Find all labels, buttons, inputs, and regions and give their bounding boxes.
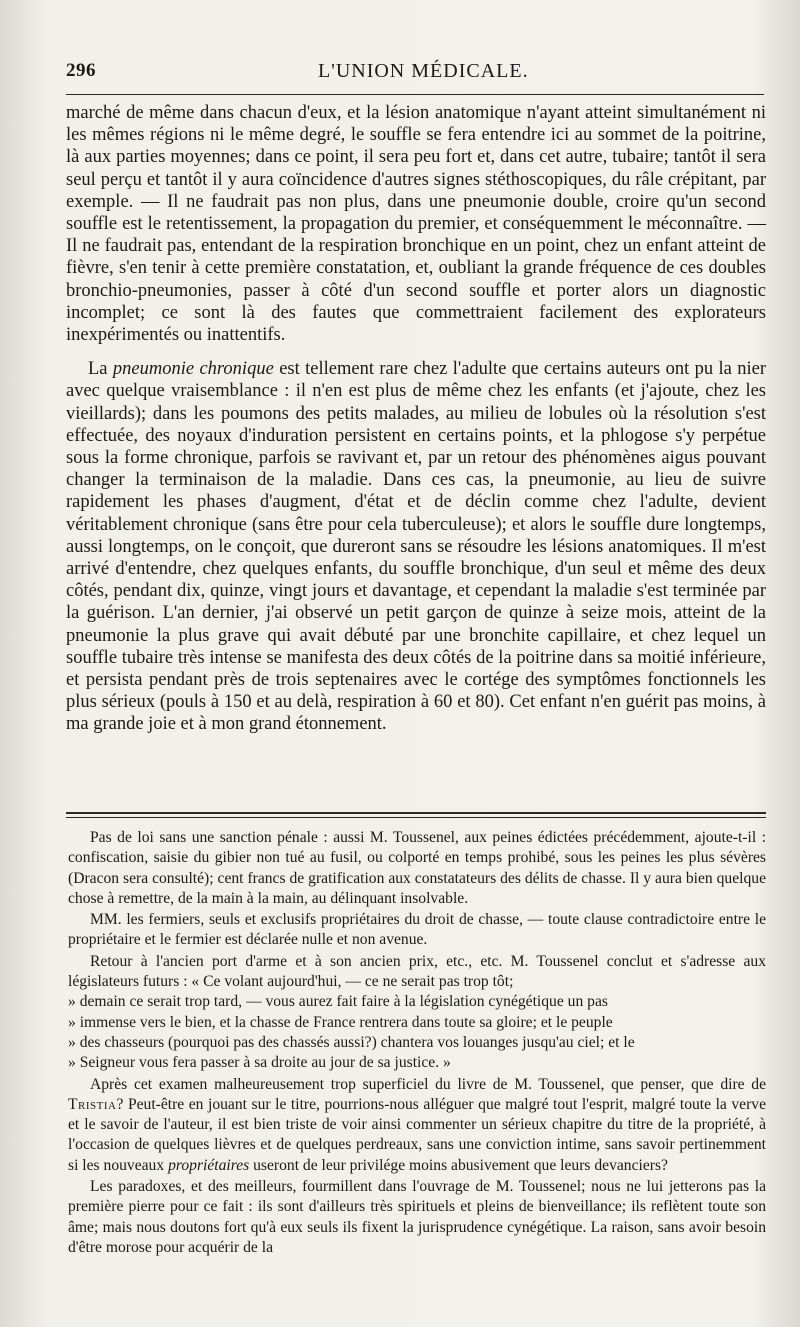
feuilleton-separator-thin (66, 817, 766, 818)
feuilleton-text (68, 828, 766, 1259)
quote-line: » immense vers le bien, et la chasse de France rentrera dans toute sa gloire; et le peuple (68, 1013, 613, 1031)
feuilleton-separator (66, 812, 766, 814)
feuilleton-paragraph: Pas de loi sans une sanction pénale : aussi M. Toussenel, aux peines édictées précédemment, ajoute-t-il : confiscation, saisie du gibier non tué au fusil, ou colporté en temps prohibé, sous les peines les plus sévères (Dracon sera consulté); cent francs de gratification aux constatateurs des délits de chasse. Il y aura bien quelque chose à remettre, de la main à la main, au délinquant insolvable. (68, 829, 766, 907)
page-header (66, 60, 766, 88)
feuilleton-paragraph: MM. les fermiers, seuls et exclusifs propriétaires du droit de chasse, — toute clause contradictoire entre le propriétaire et le fermier est déclarée nulle et non avenue. (68, 911, 766, 949)
quote-line: » Seigneur vous fera passer à sa droite au jour de sa justice. » (68, 1054, 451, 1072)
italic-term: propriétaires (168, 1156, 250, 1174)
header-rule (66, 94, 764, 95)
italic-term: pneumonie chronique (112, 359, 274, 380)
paragraph-rest: est tellement rare chez l'adulte que certains auteurs ont pu la nier avec quelque vraisemblance : il n'en est plus de même chez les enfants (et j'ajoute, chez les vieillards); dans les poumons des petits malades, au milieu de lobules où la résolution s'est effectuée, des noyaux d'induration persistent en certains points, et la phlogose s'y perpétue sous la forme chronique, parfois se ravivant et, par un retour des phénomènes aigus pouvant changer la terminaison de la maladie. Dans ces cas, la pneumonie, au lieu de suivre rapidement les phases d'augment, d'état et de déclin comme chez l'adulte, devient véritablement chronique (sans être pour cela tuberculeuse); et alors le souffle dure longtemps, aussi longtemps, on le conçoit, que dureront sans se résoudre les lésions anatomiques. Il m'est arrivé d'entendre, chez quelques enfants, du souffle bronchique, d'un seul et même des deux côtés, pendant dix, quinze, vingt jours et davantage, et cependant la maladie s'est terminée par la guérison. L'an dernier, j'ai observé un petit garçon de quinze à seize mois, atteint de la pneumonie la plus grave qui avait débuté par une bronchite capillaire, et chez lequel un souffle tubaire très intense se manifesta des deux côtés de la poitrine dans sa moitié inférieure, et persista pendant près de trois septenaires avec le cortége des symptômes fonctionnels les plus sérieux (pouls à 150 et au delà, respiration à 60 et 80). Cet enfant n'en guérit pas moins, à ma grande joie et à mon grand étonnement. (66, 359, 767, 735)
paragraph-start: La (88, 359, 108, 380)
paragraph (66, 358, 766, 735)
feuilleton-paragraph: Après cet examen malheureusement trop superficiel du livre de M. Toussenel, que penser, que dire de Tristia? Peut-être en jouant sur le titre, pourrions-nous alléguer que malgré tout l'esprit, malgré toute la verve et le savoir de l'auteur, il est bien triste de voir ainsi commenter un sérieux chapitre du titre de la propriété, à l'occasion de quelques lièvres et de quelques perdreaux, sans une conviction intime, sans savoir pertinemment si les nouveaux propriétaires useront de leur privilége moins abusivement que leurs devanciers? (68, 1075, 766, 1174)
quote-line: » des chasseurs (pourquoi pas des chassés aussi?) chantera vos louanges jusqu'au ciel; et le (68, 1033, 635, 1051)
paragraph: marché de même dans chacun d'eux, et la lésion anatomique n'ayant atteint simultanément ni les mêmes régions ni le même degré, le souffle se fera entendre ici au sommet de la poitrine, là aux parties moyennes; dans ce point, il sera peu fort et, dans cet autre, tubaire; tantôt il sera seul perçu et tantôt il y aura coïncidence d'autres signes stéthoscopiques, du râle crépitant, par exemple. — Il ne faudrait pas non plus, dans une pneumonie double, croire qu'un second souffle est le retentissement, la propagation du premier, et conséquemment le méconnaître. — Il ne faudrait pas, entendant de la respiration bronchique en un point, chez un enfant atteint de fièvre, s'en tenir à cette première constatation, et, oubliant la grande fréquence de ces doubles bronchio-pneumonies, passer à côté d'un second souffle et porter alors un diagnostic incomplet; ce sont là des fautes que commettraient facilement des explorateurs inexpérimentés ou inattentifs. (66, 103, 766, 346)
feuilleton-paragraph: Retour à l'ancien port d'arme et à son ancien prix, etc., etc. M. Toussenel conclut et s'adresse aux législateurs futurs : « Ce volant aujourd'hui, — ce ne serait pas trop tôt; » demain ce serait trop tard, — vous aurez fait faire à la législation cynégétique un pas » immense vers le bien, et la chasse de France rentrera dans toute sa gloire; et le peuple » des chasseurs (pourquoi pas des chassés aussi?) chantera vos louanges jusqu'au ciel; et le » Seigneur vous fera passer à sa droite au jour de sa justice. » (68, 952, 766, 1072)
page-number: 296 (66, 60, 96, 81)
book-title: Tristia (68, 1095, 117, 1113)
running-title: L'UNION MÉDICALE. (318, 60, 529, 82)
main-text (66, 102, 766, 736)
feuilleton-paragraph: Les paradoxes, et des meilleurs, fourmillent dans l'ouvrage de M. Toussenel; nous ne lui jetterons pas la première pierre pour ce fait : ils sont d'ailleurs très spirituels et pleins de bienveillance; ils reflètent toute son âme; mais nous doutons fort qu'à eux seuls ils fixent la jurisprudence cynégétique. La raison, sans avoir besoin d'être morose pour acquérir de la (68, 1178, 766, 1256)
quote-line: » demain ce serait trop tard, — vous aurez fait faire à la législation cynégétique un pas (68, 993, 608, 1011)
